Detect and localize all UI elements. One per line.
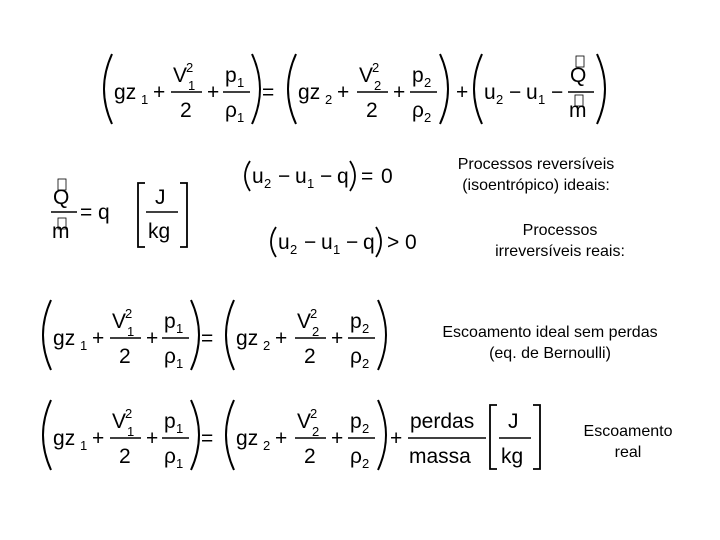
svg-text:gz: gz <box>53 427 76 450</box>
svg-text:=: = <box>262 81 275 104</box>
svg-text:1: 1 <box>176 356 184 371</box>
svg-text:1: 1 <box>333 242 341 257</box>
svg-text:J: J <box>508 410 519 433</box>
svg-text:+: + <box>207 81 220 104</box>
svg-text:u: u <box>278 231 290 254</box>
svg-text:q: q <box>363 231 375 254</box>
svg-text:u: u <box>526 81 538 104</box>
svg-text:+: + <box>146 427 159 450</box>
svg-text:u: u <box>484 81 496 104</box>
svg-text:1: 1 <box>127 324 135 339</box>
svg-text:0: 0 <box>381 165 393 188</box>
svg-text:+: + <box>331 327 344 350</box>
svg-text:Q: Q <box>570 64 587 87</box>
svg-text:−: − <box>551 81 564 104</box>
caption-line: (eq. de Bernoulli) <box>489 345 611 362</box>
svg-text:2: 2 <box>119 445 131 468</box>
svg-text:2: 2 <box>325 92 333 107</box>
svg-text:p: p <box>164 310 176 333</box>
svg-text:kg: kg <box>501 445 524 468</box>
svg-text:V: V <box>297 410 312 433</box>
caption-line: real <box>614 444 642 461</box>
svg-text:2: 2 <box>310 406 318 421</box>
svg-text:u: u <box>252 165 264 188</box>
svg-text:2: 2 <box>424 110 432 125</box>
svg-text:−: − <box>509 81 522 104</box>
svg-text:2: 2 <box>372 60 380 75</box>
svg-text:p: p <box>350 410 362 433</box>
svg-text:2: 2 <box>496 92 504 107</box>
svg-text:2: 2 <box>312 424 320 439</box>
svg-text:2: 2 <box>263 338 271 353</box>
svg-text:m: m <box>569 99 587 122</box>
svg-text:2: 2 <box>125 406 133 421</box>
svg-text:−: − <box>320 165 333 188</box>
svg-text:ρ: ρ <box>350 345 362 368</box>
svg-text:u: u <box>321 231 333 254</box>
svg-text:1: 1 <box>80 338 88 353</box>
caption-line: (isoentrópico) ideais: <box>462 177 610 194</box>
svg-text:=: = <box>80 201 93 224</box>
svg-text:p: p <box>164 410 176 433</box>
svg-text:2: 2 <box>304 445 316 468</box>
svg-text:2: 2 <box>263 438 271 453</box>
svg-text:+: + <box>331 427 344 450</box>
svg-text:p: p <box>225 64 237 87</box>
caption-irreversible-processes <box>470 220 650 262</box>
svg-text:+: + <box>393 81 406 104</box>
svg-text:J: J <box>155 186 166 209</box>
svg-text:+: + <box>153 81 166 104</box>
svg-text:+: + <box>146 327 159 350</box>
svg-text:V: V <box>359 64 374 87</box>
svg-text:2: 2 <box>290 242 298 257</box>
svg-text:1: 1 <box>188 78 196 93</box>
open-bracket <box>490 405 497 469</box>
svg-text:ρ: ρ <box>350 445 362 468</box>
svg-text:2: 2 <box>362 456 370 471</box>
svg-text:+: + <box>275 327 288 350</box>
svg-text:gz: gz <box>236 327 259 350</box>
svg-text:q: q <box>337 165 349 188</box>
svg-text:2: 2 <box>125 306 133 321</box>
svg-text:1: 1 <box>237 110 245 125</box>
svg-text:gz: gz <box>298 81 321 104</box>
svg-text:V: V <box>112 310 127 333</box>
svg-text:1: 1 <box>127 424 135 439</box>
svg-text:q: q <box>98 201 110 224</box>
svg-text:2: 2 <box>362 421 370 436</box>
caption-reversible-processes <box>436 154 636 196</box>
svg-text:2: 2 <box>180 99 192 122</box>
svg-text:V: V <box>297 310 312 333</box>
svg-text:kg: kg <box>148 220 171 243</box>
caption-line: Escoamento ideal sem perdas <box>442 324 658 341</box>
close-paren <box>191 400 199 470</box>
svg-text:1: 1 <box>176 321 184 336</box>
svg-text:massa: massa <box>409 445 471 468</box>
svg-text:2: 2 <box>119 345 131 368</box>
svg-text:m: m <box>52 220 70 243</box>
svg-text:=: = <box>361 165 374 188</box>
caption-line: irreversíveis reais: <box>495 243 625 260</box>
svg-text:1: 1 <box>237 75 245 90</box>
caption-ideal-flow <box>420 322 680 364</box>
svg-text:2: 2 <box>366 99 378 122</box>
svg-text:V: V <box>173 64 188 87</box>
svg-text:gz: gz <box>53 327 76 350</box>
svg-text:>: > <box>387 231 400 254</box>
svg-text:1: 1 <box>307 176 315 191</box>
caption-line: Escoamento <box>583 423 673 440</box>
svg-text:ρ: ρ <box>164 445 176 468</box>
svg-text:−: − <box>278 165 291 188</box>
svg-text:2: 2 <box>264 176 272 191</box>
caption-real-flow <box>568 421 688 463</box>
close-bracket <box>533 405 540 469</box>
svg-text:2: 2 <box>424 75 432 90</box>
svg-text:p: p <box>350 310 362 333</box>
svg-text:ρ: ρ <box>412 99 424 122</box>
svg-text:−: − <box>304 231 317 254</box>
svg-text:gz: gz <box>114 81 137 104</box>
open-paren <box>226 400 234 470</box>
svg-text:2: 2 <box>186 60 194 75</box>
svg-text:2: 2 <box>362 356 370 371</box>
svg-text:0: 0 <box>405 231 417 254</box>
svg-text:2: 2 <box>362 321 370 336</box>
svg-text:2: 2 <box>310 306 318 321</box>
caption-line: Processos <box>522 222 598 239</box>
svg-text:1: 1 <box>141 92 149 107</box>
close-paren <box>378 400 386 470</box>
svg-text:Q: Q <box>53 186 70 209</box>
svg-text:+: + <box>390 427 403 450</box>
svg-text:+: + <box>275 427 288 450</box>
svg-text:1: 1 <box>176 421 184 436</box>
svg-text:gz: gz <box>236 427 259 450</box>
svg-text:1: 1 <box>176 456 184 471</box>
svg-text:+: + <box>92 327 105 350</box>
svg-text:1: 1 <box>80 438 88 453</box>
svg-text:p: p <box>412 64 424 87</box>
open-paren <box>43 400 51 470</box>
svg-text:2: 2 <box>312 324 320 339</box>
svg-text:=: = <box>201 327 214 350</box>
svg-text:=: = <box>201 427 214 450</box>
svg-text:ρ: ρ <box>164 345 176 368</box>
svg-text:perdas: perdas <box>410 410 475 433</box>
svg-text:−: − <box>346 231 359 254</box>
caption-line: Processos reversíveis <box>457 156 615 173</box>
svg-text:u: u <box>295 165 307 188</box>
svg-text:+: + <box>92 427 105 450</box>
svg-text:+: + <box>456 81 469 104</box>
svg-text:1: 1 <box>538 92 546 107</box>
svg-text:2: 2 <box>374 78 382 93</box>
svg-text:2: 2 <box>304 345 316 368</box>
svg-text:ρ: ρ <box>225 99 237 122</box>
svg-text:V: V <box>112 410 127 433</box>
svg-text:+: + <box>337 81 350 104</box>
